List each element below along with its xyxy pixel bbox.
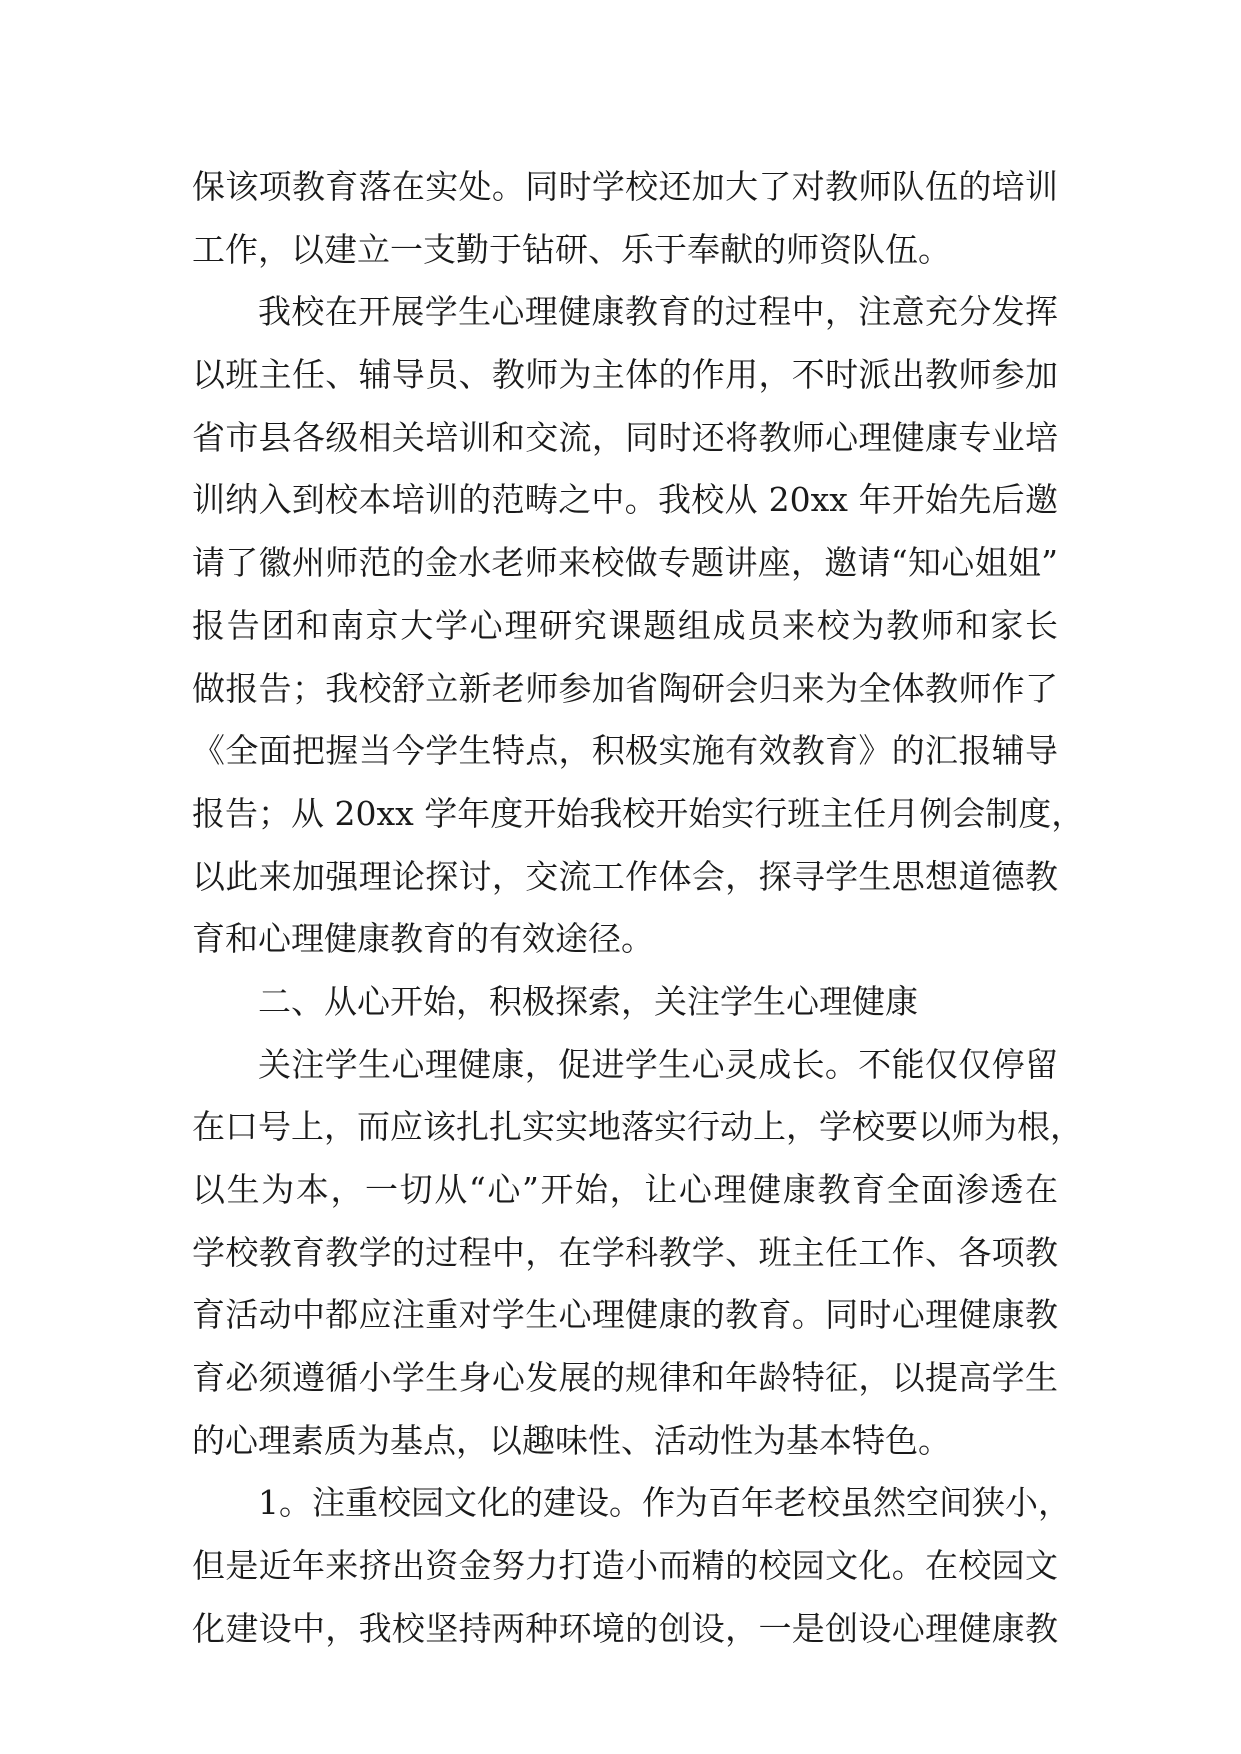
text-line: 在口号上，而应该扎扎实实地落实行动上，学校要以师为根， (192, 1107, 1083, 1147)
text-line: 但是近年来挤出资金努力打造小而精的校园文化。在校园文 (192, 1546, 1058, 1586)
text-line: 关注学生心理健康，促进学生心灵成长。不能仅仅停留 (258, 1044, 1058, 1084)
text-line: 育必须遵循小学生身心发展的规律和年龄特征，以提高学生 (192, 1358, 1058, 1398)
text-line: 《全面把握当今学生特点，积极实施有效教育》的汇报辅导 (192, 731, 1058, 771)
text-line: 育活动中都应注重对学生心理健康的教育。同时心理健康教 (192, 1295, 1058, 1335)
text-line: 请了徽州师范的金水老师来校做专题讲座，邀请“知心姐姐” (192, 543, 1058, 583)
text-line: 的心理素质为基点，以趣味性、活动性为基本特色。 (192, 1420, 951, 1460)
text-line: 做报告；我校舒立新老师参加省陶研会归来为全体教师作了 (192, 668, 1058, 708)
text-line: 我校在开展学生心理健康教育的过程中，注意充分发挥 (258, 292, 1058, 332)
text-line: 以生为本，一切从“心”开始，让心理健康教育全面渗透在 (192, 1170, 1058, 1209)
document-body (192, 156, 1085, 1661)
text-line: 省市县各级相关培训和交流，同时还将教师心理健康专业培 (192, 417, 1058, 457)
text-line: 1。注重校园文化的建设。作为百年老校虽然空间狭小， (258, 1483, 1071, 1523)
text-line: 报告；从 20xx 学年度开始我校开始实行班主任月例会制度， (192, 793, 1085, 833)
text-line: 报告团和南京大学心理研究课题组成员来校为教师和家长 (192, 605, 1058, 645)
text-line: 保该项教育落在实处。同时学校还加大了对教师队伍的培训 (192, 167, 1058, 206)
text-line: 以此来加强理论探讨，交流工作体会，探寻学生思想道德教 (192, 856, 1058, 896)
text-line: 以班主任、辅导员、教师为主体的作用，不时派出教师参加 (192, 355, 1058, 395)
text-line: 训纳入到校本培训的范畴之中。我校从 20xx 年开始先后邀 (192, 480, 1058, 520)
text-line: 二、从心开始，积极探索，关注学生心理健康 (258, 981, 918, 1021)
text-line: 工作，以建立一支勤于钻研、乐于奉献的师资队伍。 (192, 229, 951, 269)
text-line: 育和心理健康教育的有效途径。 (192, 919, 654, 959)
text-line: 化建设中，我校坚持两种环境的创设，一是创设心理健康教 (192, 1608, 1058, 1648)
text-line: 学校教育教学的过程中，在学科教学、班主任工作、各项教 (192, 1232, 1058, 1272)
